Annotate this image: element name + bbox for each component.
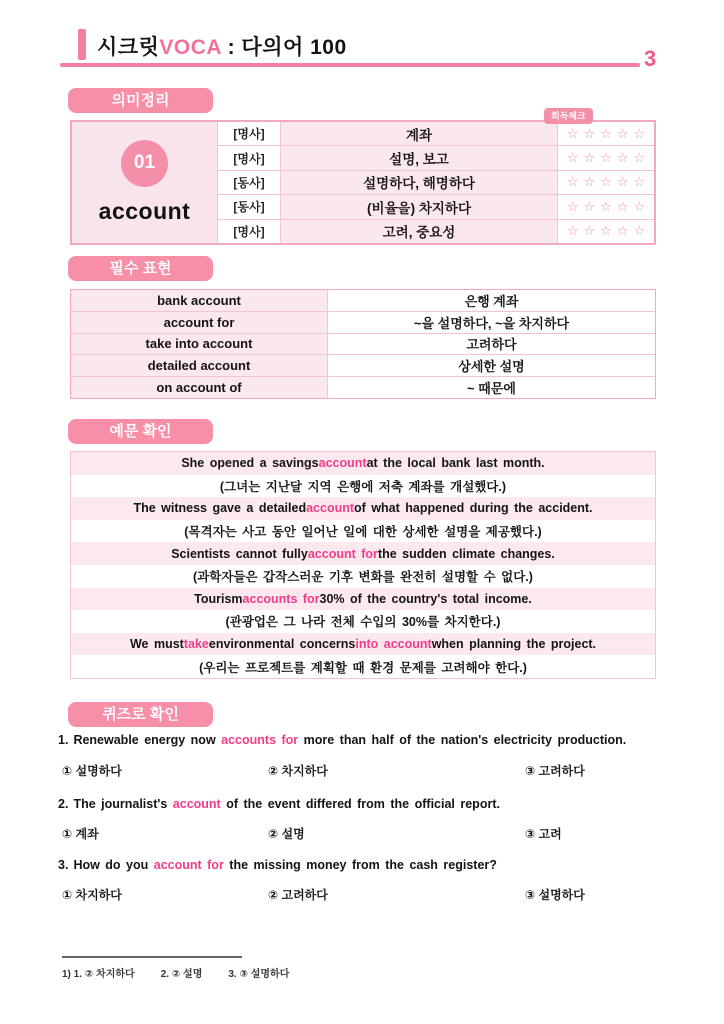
- quiz-option: ② 고려하다: [268, 888, 328, 902]
- brand-name: 시크릿: [97, 36, 160, 59]
- expression-en: take into account: [71, 334, 327, 355]
- read-check-badge: 회독체크: [544, 108, 593, 124]
- example-sentence: The witness gave a detailed account of what happened during the accident.: [71, 497, 655, 520]
- footnote-divider: [62, 956, 242, 958]
- highlighted-word: account: [306, 501, 355, 516]
- answer-key: [62, 965, 315, 980]
- expression-ko: 은행 계좌: [328, 290, 655, 311]
- section-badge-quiz: 퀴즈로 확인: [68, 702, 213, 727]
- section-badge-meaning: 의미정리: [68, 88, 213, 113]
- word-card: [70, 111, 656, 245]
- highlighted-word: accounts for: [221, 733, 299, 747]
- meaning-text: 계좌: [281, 122, 557, 145]
- example-translation: (목격자는 사고 동안 일어난 일에 대한 상세한 설명을 제공했다.): [71, 520, 655, 543]
- meaning-text: 고려, 중요성: [281, 220, 557, 243]
- example-sentence: She opened a savings account at the local bank last month.: [71, 452, 655, 475]
- highlighted-word: account for: [307, 546, 378, 561]
- quiz-option: ③ 고려: [525, 827, 562, 841]
- expression-en: account for: [71, 312, 327, 333]
- example-sentence: Scientists cannot fully account for the sudden climate changes.: [71, 542, 655, 565]
- expression-ko: 상세한 설명: [328, 355, 655, 376]
- word-meaning-table: [70, 120, 656, 245]
- answer-item: 1) 1. ② 차지하다: [62, 969, 135, 980]
- section-badge-examples: 예문 확인: [68, 419, 213, 444]
- expression-en: detailed account: [71, 355, 327, 376]
- quiz-option: ① 설명하다: [62, 764, 122, 778]
- highlighted-word: take: [183, 637, 209, 652]
- example-sentence: We must take environmental concerns into account when planning the project.: [71, 633, 655, 656]
- quiz-option: ② 설명: [268, 827, 305, 841]
- pos-label: [명사]: [218, 146, 280, 169]
- quiz-options-3: [62, 886, 662, 903]
- star-rating: ☆☆☆☆☆: [558, 195, 654, 218]
- expression-ko: 고려하다: [328, 334, 655, 355]
- answer-item: 3. ③ 설명하다: [228, 969, 290, 980]
- highlighted-word: account: [172, 797, 221, 811]
- quiz-options-2: [62, 825, 662, 842]
- quiz-question-3: 3. How do you account for the missing money from the cash register?: [58, 858, 497, 872]
- quiz-option: ③ 설명하다: [525, 888, 585, 902]
- answer-item: 2. ② 설명: [160, 969, 203, 980]
- example-translation: (우리는 프로젝트를 계획할 때 환경 문제를 고려해야 한다.): [71, 655, 655, 678]
- expression-en: on account of: [71, 377, 327, 398]
- quiz-option: ① 차지하다: [62, 888, 122, 902]
- highlighted-word: into account: [355, 637, 432, 652]
- examples-table: [70, 451, 656, 679]
- quiz-option: ① 계좌: [62, 827, 99, 841]
- quiz-question-1: 1. Renewable energy now accounts for more than half of the nation's electricity production.: [58, 733, 627, 747]
- page-title: [97, 31, 347, 61]
- star-rating: ☆☆☆☆☆: [558, 122, 654, 145]
- highlighted-word: account: [318, 456, 367, 471]
- quiz-option: ③ 고려하다: [525, 764, 585, 778]
- expression-ko: ~ 때문에: [328, 377, 655, 398]
- word-header-cell: [72, 122, 217, 243]
- meaning-text: 설명, 보고: [281, 146, 557, 169]
- pos-label: [동사]: [218, 195, 280, 218]
- quiz-options-1: [62, 762, 662, 779]
- example-sentence: Tourism accounts for 30% of the country's total income.: [71, 588, 655, 611]
- expression-ko: ~을 설명하다, ~을 차지하다: [328, 312, 655, 333]
- title-underline: [60, 63, 640, 67]
- meaning-text: 설명하다, 해명하다: [281, 171, 557, 194]
- section-badge-expressions: 필수 표현: [68, 256, 213, 281]
- expressions-table: [70, 289, 656, 399]
- highlighted-word: accounts for: [242, 591, 320, 606]
- meaning-text: (비율을) 차지하다: [281, 195, 557, 218]
- word-number-badge: 01: [121, 140, 168, 187]
- page-number: 3: [644, 46, 657, 71]
- highlighted-word: account for: [153, 858, 224, 872]
- example-translation: (과학자들은 갑작스러운 기후 변화를 완전히 설명할 수 없다.): [71, 565, 655, 588]
- quiz-option: ② 차지하다: [268, 764, 328, 778]
- star-rating: ☆☆☆☆☆: [558, 220, 654, 243]
- pos-label: [명사]: [218, 122, 280, 145]
- quiz-question-2: 2. The journalist's account of the event differed from the official report.: [58, 797, 500, 811]
- title-accent-bar: [78, 29, 86, 60]
- brand-accent: VOCA: [159, 36, 222, 59]
- example-translation: (그녀는 지난달 지역 은행에 저축 계좌를 개설했다.): [71, 475, 655, 498]
- star-rating: ☆☆☆☆☆: [558, 146, 654, 169]
- headword: account: [98, 197, 191, 224]
- pos-label: [동사]: [218, 171, 280, 194]
- star-rating: ☆☆☆☆☆: [558, 171, 654, 194]
- pos-label: [명사]: [218, 220, 280, 243]
- example-translation: (관광업은 그 나라 전체 수입의 30%를 차지한다.): [71, 610, 655, 633]
- expression-en: bank account: [71, 290, 327, 311]
- page-subtitle: : 다의어 100: [221, 36, 347, 59]
